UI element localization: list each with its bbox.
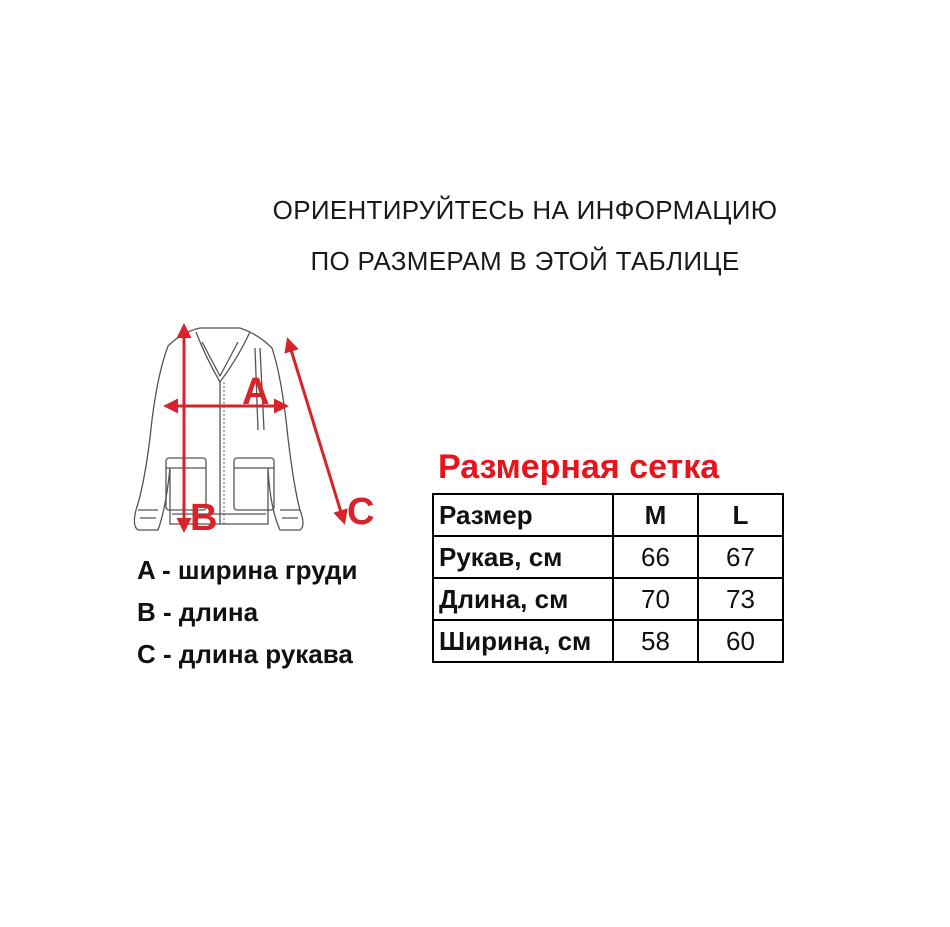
cell-l: 67 xyxy=(698,536,783,578)
jacket-outline xyxy=(134,328,303,530)
marker-c-label: C xyxy=(347,491,375,533)
size-chart-table xyxy=(432,493,784,663)
row-label: Длина, см xyxy=(433,578,613,620)
intro-line-1: ОРИЕНТИРУЙТЕСЬ НА ИНФОРМАЦИЮ xyxy=(272,195,778,225)
marker-a-label: A xyxy=(242,371,270,413)
row-label: Рукав, см xyxy=(433,536,613,578)
legend-sleeve-length: C - длина рукава xyxy=(137,639,353,669)
header-size-l: L xyxy=(698,494,783,536)
jacket-measurement-diagram xyxy=(110,318,400,548)
cell-m: 66 xyxy=(613,536,698,578)
table-row xyxy=(433,578,783,620)
marker-b-label: B xyxy=(190,497,218,539)
header-size-label: Размер xyxy=(433,494,613,536)
row-label: Ширина, см xyxy=(433,620,613,662)
table-header-row xyxy=(433,494,783,536)
cell-l: 73 xyxy=(698,578,783,620)
header-size-m: M xyxy=(613,494,698,536)
size-chart-title: Размерная сетка xyxy=(438,448,720,486)
table-row xyxy=(433,536,783,578)
cell-m: 58 xyxy=(613,620,698,662)
legend-length: B - длина xyxy=(137,597,259,627)
table-row xyxy=(433,620,783,662)
legend-chest-width: A - ширина груди xyxy=(137,555,358,585)
intro-line-2: ПО РАЗМЕРАМ В ЭТОЙ ТАБЛИЦЕ xyxy=(310,246,740,276)
cell-m: 70 xyxy=(613,578,698,620)
cell-l: 60 xyxy=(698,620,783,662)
